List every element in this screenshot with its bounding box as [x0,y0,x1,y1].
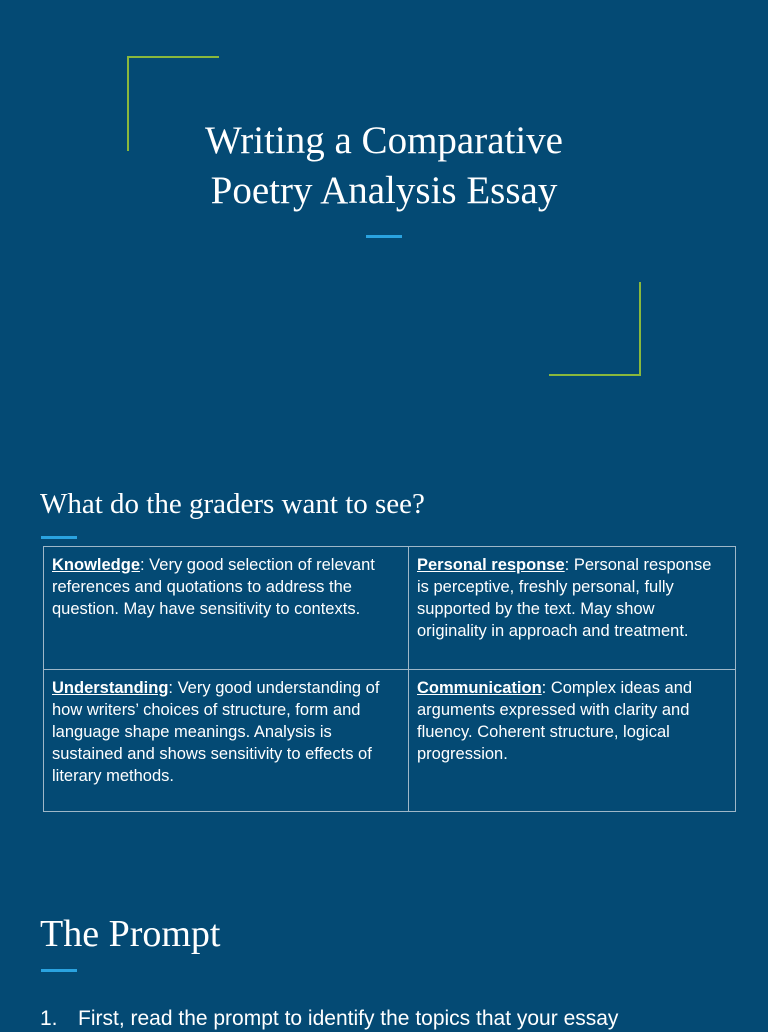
title-line-1: Writing a Comparative [205,119,563,162]
criteria-cell-personal-response [409,547,736,670]
graders-heading: What do the graders want to see? [40,488,425,520]
corner-bracket-top-left [128,56,219,58]
title-underline [366,235,402,238]
criteria-text: : Personal response is perceptive, freshly personal, fully supported by the text. May show originality in approach and treatment. [417,556,712,640]
criteria-cell-understanding [44,670,409,812]
criteria-cell-knowledge [44,547,409,670]
table-row [44,547,736,670]
criteria-table [43,546,736,812]
criteria-text: : Very good understanding of how writers’ choices of structure, form and language shape meanings. Analysis is sustained and shows sensitivity to effects of literary methods. [52,679,380,785]
criteria-text: : Complex ideas and arguments expressed with clarity and fluency. Coherent structure, logical progression. [417,679,693,763]
corner-bracket-bottom-right-vertical [639,282,641,376]
criteria-cell-communication [409,670,736,812]
title-line-2: Poetry Analysis Essay [210,169,558,212]
corner-bracket-bottom-right [549,374,641,376]
table-row [44,670,736,812]
criteria-term: Knowledge [52,556,141,574]
graders-heading-underline [41,536,77,539]
criteria-term: Understanding [52,679,169,697]
step-number: 1. [40,1007,58,1030]
criteria-text: : Very good selection of relevant references and quotations to address the question. May have sensitivity to contexts. [52,556,375,618]
criteria-term: Communication [417,679,542,697]
page-title [0,116,768,216]
prompt-heading: The Prompt [40,913,221,955]
step-text: First, read the prompt to identify the topics that your essay [78,1007,619,1030]
prompt-heading-underline [41,969,77,972]
criteria-term: Personal response [417,556,565,574]
list-item [40,1006,618,1032]
